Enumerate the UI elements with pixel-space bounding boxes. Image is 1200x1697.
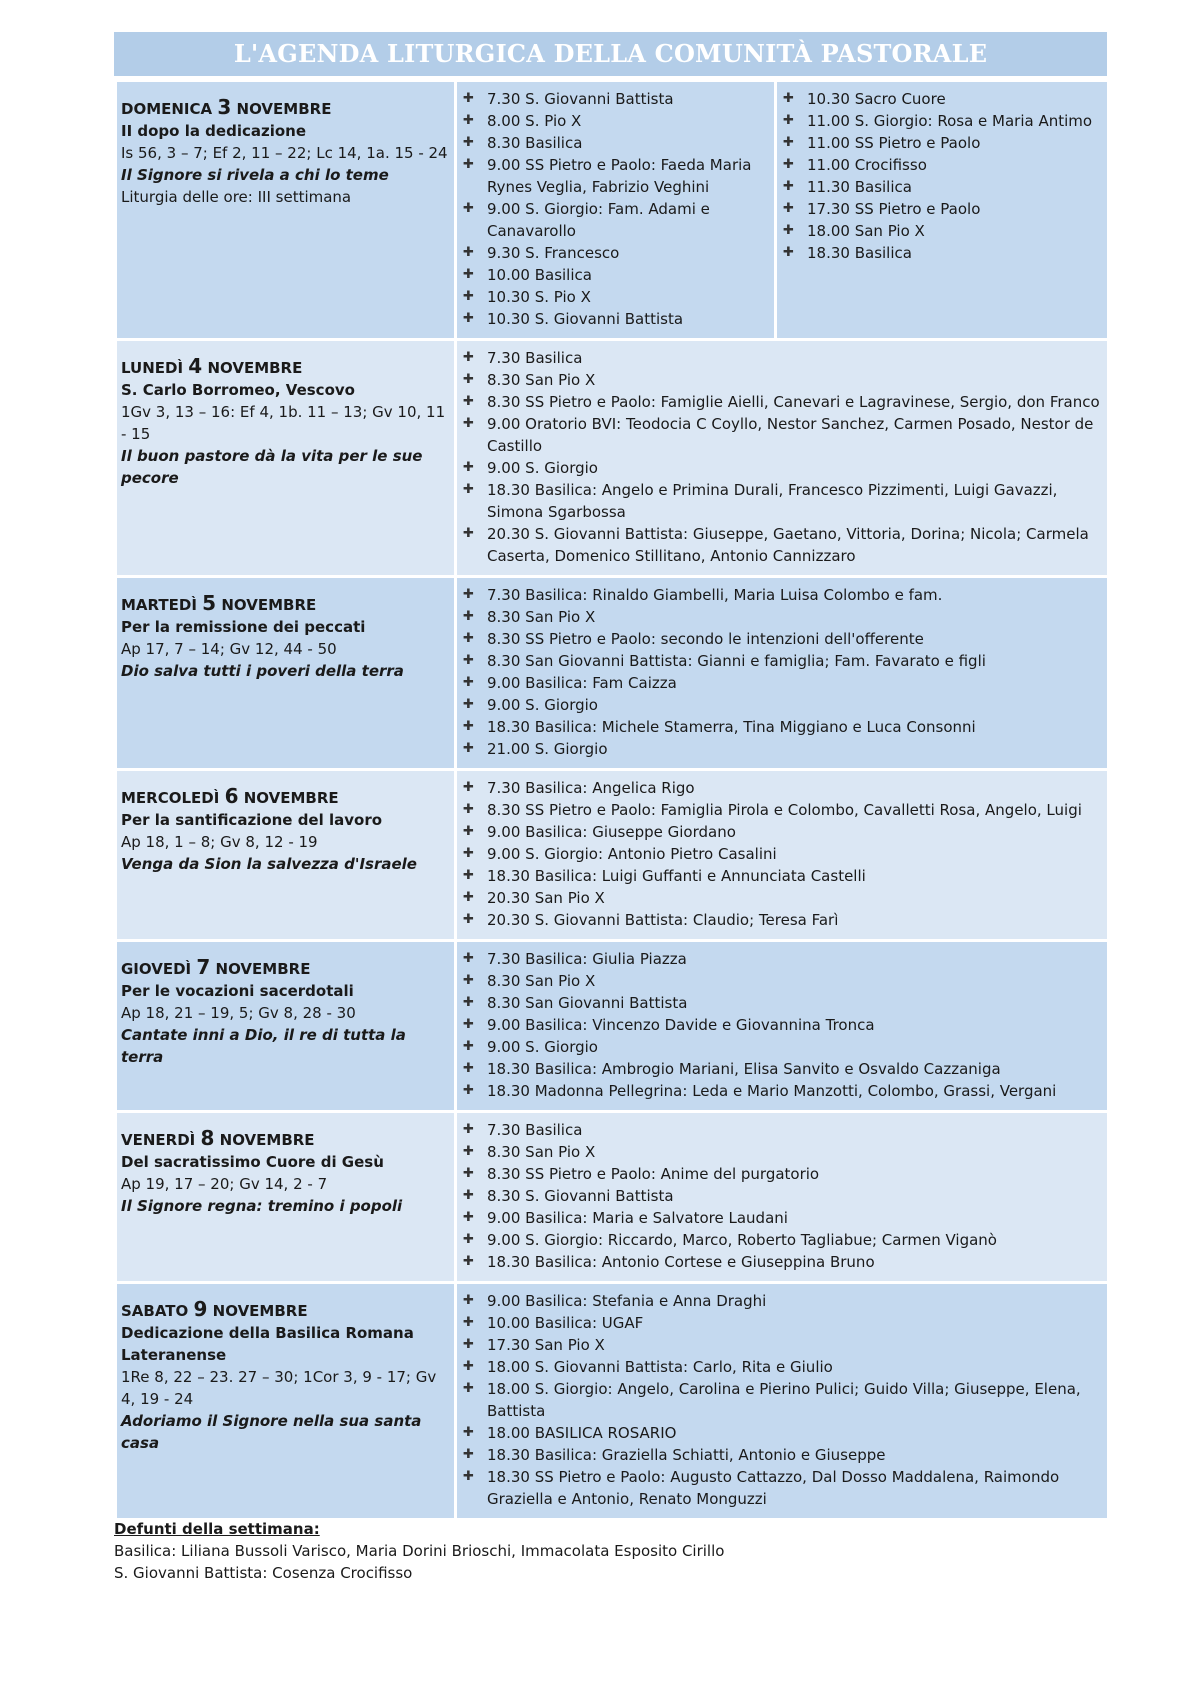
liturgy-note: Liturgia delle ore: III settimana [121,188,352,206]
day-info-cell [116,770,456,941]
cross-bullet-icon: ✚ [463,1293,474,1308]
mass-text: 9.00 S. Giorgio [487,1038,598,1056]
cross-bullet-icon: ✚ [463,587,474,602]
readings: Is 56, 3 – 7; Ef 2, 11 – 22; Lc 14, 1a. 15 - 24 [121,144,448,162]
month: NOVEMBRE [236,100,332,118]
mass-text: 10.00 Basilica [487,266,592,284]
day-heading [121,592,450,616]
day-heading [121,785,450,809]
mass-item [461,843,1103,865]
mass-text: 10.30 S. Pio X [487,288,591,306]
mass-text: 9.00 S. Giorgio [487,696,598,714]
mass-text: 17.30 San Pio X [487,1336,605,1354]
mass-text: 8.30 San Pio X [487,371,596,389]
mass-item [461,1036,1103,1058]
weekday: GIOVEDÌ [121,960,192,978]
cross-bullet-icon: ✚ [463,394,474,409]
mass-item [461,777,1103,799]
cross-bullet-icon: ✚ [783,245,794,260]
cross-bullet-icon: ✚ [463,1188,474,1203]
mass-item [461,1466,1103,1510]
weekday: MERCOLEDÌ [121,789,220,807]
feast-title: Del sacratissimo Cuore di Gesù [121,1153,384,1171]
mass-list [461,948,1103,1102]
cross-bullet-icon: ✚ [463,1315,474,1330]
mass-item [461,479,1103,523]
mass-item [461,523,1103,567]
cross-bullet-icon: ✚ [463,1061,474,1076]
deceased-section [114,1518,724,1584]
mass-item [781,110,1103,132]
cross-bullet-icon: ✚ [463,1254,474,1269]
month: NOVEMBRE [212,1302,308,1320]
cross-bullet-icon: ✚ [463,609,474,624]
cross-bullet-icon: ✚ [463,245,474,260]
mass-item [461,948,1103,970]
mass-item [461,308,770,330]
readings: Ap 17, 7 – 14; Gv 12, 44 - 50 [121,640,337,658]
day-info-cell [116,1283,456,1520]
feast-title: Per la santificazione del lavoro [121,811,383,829]
mass-item [461,1185,1103,1207]
deceased-heading: Defunti della settimana: [114,1520,320,1538]
mass-text: 9.00 Basilica: Fam Caizza [487,674,677,692]
weekday: SABATO [121,1302,189,1320]
mass-text: 9.00 Basilica: Vincenzo Davide e Giovannina Tronca [487,1016,875,1034]
mass-text: 18.00 BASILICA ROSARIO [487,1424,677,1442]
cross-bullet-icon: ✚ [463,868,474,883]
mass-item [461,242,770,264]
cross-bullet-icon: ✚ [463,91,474,106]
mass-item [461,88,770,110]
readings: Ap 19, 17 – 20; Gv 14, 2 - 7 [121,1175,328,1193]
cross-bullet-icon: ✚ [463,1144,474,1159]
mass-text: 7.30 Basilica [487,1121,583,1139]
mass-item [461,992,1103,1014]
day-info-cell [116,81,456,340]
cross-bullet-icon: ✚ [463,846,474,861]
day-row [116,1112,1109,1283]
mass-item [461,1207,1103,1229]
mass-text: 9.00 SS Pietro e Paolo: Faeda Maria Rynes Veglia, Fabrizio Veghini [487,156,752,196]
antiphon: Il buon pastore dà la vita per le sue pecore [121,447,423,487]
day-row [116,1283,1109,1520]
cross-bullet-icon: ✚ [463,201,474,216]
mass-text: 8.30 San Giovanni Battista [487,994,688,1012]
mass-text: 18.30 Basilica: Michele Stamerra, Tina Miggiano e Luca Consonni [487,718,976,736]
mass-list [461,777,1103,931]
cross-bullet-icon: ✚ [463,1166,474,1181]
mass-text: 9.00 Basilica: Stefania e Anna Draghi [487,1292,767,1310]
day-row [116,577,1109,770]
mass-item [781,220,1103,242]
readings: Ap 18, 21 – 19, 5; Gv 8, 28 - 30 [121,1004,356,1022]
mass-text: 7.30 Basilica: Giulia Piazza [487,950,687,968]
mass-text: 8.30 SS Pietro e Paolo: Famiglie Aielli, Canevari e Lagravinese, Sergio, don Franco [487,393,1100,411]
agenda-table [114,79,1110,1521]
antiphon: Cantate inni a Dio, il re di tutta la terra [121,1026,406,1066]
mass-list [461,347,1103,567]
mass-item [781,88,1103,110]
mass-item [461,865,1103,887]
mass-item [461,1229,1103,1251]
cross-bullet-icon: ✚ [463,1359,474,1374]
mass-text: 7.30 Basilica: Rinaldo Giambelli, Maria Luisa Colombo e fam. [487,586,943,604]
cross-bullet-icon: ✚ [463,416,474,431]
mass-item [461,650,1103,672]
cross-bullet-icon: ✚ [783,135,794,150]
mass-item [461,1356,1103,1378]
cross-bullet-icon: ✚ [463,973,474,988]
readings: 1Gv 3, 13 – 16: Ef 4, 1b. 11 – 13; Gv 10, 11 - 15 [121,403,446,443]
day-info-cell [116,340,456,577]
cross-bullet-icon: ✚ [463,912,474,927]
cross-bullet-icon: ✚ [783,113,794,128]
cross-bullet-icon: ✚ [463,267,474,282]
mass-item [461,738,1103,760]
antiphon: Venga da Sion la salvezza d'Israele [121,855,417,873]
mass-text: 11.00 Crocifisso [807,156,927,174]
mass-text: 18.30 Basilica: Luigi Guffanti e Annunciata Castelli [487,867,866,885]
mass-text: 11.00 S. Giorgio: Rosa e Maria Antimo [807,112,1093,130]
month: NOVEMBRE [243,789,339,807]
mass-item [781,242,1103,264]
month: NOVEMBRE [219,1131,315,1149]
cross-bullet-icon: ✚ [463,1122,474,1137]
antiphon: Adoriamo il Signore nella sua santa casa [121,1412,422,1452]
cross-bullet-icon: ✚ [463,113,474,128]
mass-item [461,1290,1103,1312]
mass-list [461,584,1103,760]
mass-item [461,887,1103,909]
mass-text: 7.30 S. Giovanni Battista [487,90,674,108]
day-number: 9 [193,1297,208,1321]
mass-text: 11.30 Basilica [807,178,912,196]
mass-item [461,821,1103,843]
mass-cell [456,81,776,340]
mass-text: 9.00 S. Giorgio: Antonio Pietro Casalini [487,845,777,863]
mass-item [461,799,1103,821]
mass-text: 10.00 Basilica: UGAF [487,1314,644,1332]
mass-text: 11.00 SS Pietro e Paolo [807,134,981,152]
cross-bullet-icon: ✚ [463,1381,474,1396]
mass-item [781,154,1103,176]
mass-item [461,1014,1103,1036]
cross-bullet-icon: ✚ [463,951,474,966]
mass-item [461,1312,1103,1334]
mass-text: 8.00 S. Pio X [487,112,582,130]
cross-bullet-icon: ✚ [463,675,474,690]
agenda-page [114,32,1107,1521]
cross-bullet-icon: ✚ [783,179,794,194]
mass-item [461,198,770,242]
mass-item [781,198,1103,220]
day-row [116,340,1109,577]
mass-text: 18.30 Madonna Pellegrina: Leda e Mario Manzotti, Colombo, Grassi, Vergani [487,1082,1057,1100]
cross-bullet-icon: ✚ [783,157,794,172]
cross-bullet-icon: ✚ [463,372,474,387]
mass-item [461,1422,1103,1444]
weekday: MARTEDÌ [121,596,197,614]
mass-text: 9.00 S. Giorgio: Riccardo, Marco, Roberto Tagliabue; Carmen Viganò [487,1231,997,1249]
cross-bullet-icon: ✚ [463,460,474,475]
cross-bullet-icon: ✚ [783,223,794,238]
mass-list [461,1119,1103,1273]
cross-bullet-icon: ✚ [463,697,474,712]
mass-item [461,110,770,132]
cross-bullet-icon: ✚ [463,1210,474,1225]
mass-item [461,1163,1103,1185]
mass-text: 8.30 San Pio X [487,1143,596,1161]
day-number: 5 [202,591,217,615]
cross-bullet-icon: ✚ [783,201,794,216]
month: NOVEMBRE [221,596,317,614]
day-row [116,81,1109,340]
cross-bullet-icon: ✚ [463,1017,474,1032]
cross-bullet-icon: ✚ [463,890,474,905]
mass-text: 18.30 Basilica: Angelo e Primina Durali, Francesco Pizzimenti, Luigi Gavazzi, Simona Sgarbossa [487,481,1058,521]
mass-item [461,264,770,286]
cross-bullet-icon: ✚ [463,995,474,1010]
mass-item [461,347,1103,369]
cross-bullet-icon: ✚ [463,824,474,839]
day-info-cell [116,941,456,1112]
mass-item [461,1080,1103,1102]
month: NOVEMBRE [207,359,303,377]
mass-text: 18.30 SS Pietro e Paolo: Augusto Cattazzo, Dal Dosso Maddalena, Raimondo Graziella e Antonio, Renato Monguzzi [487,1468,1060,1508]
mass-text: 17.30 SS Pietro e Paolo [807,200,981,218]
mass-text: 7.30 Basilica: Angelica Rigo [487,779,695,797]
mass-item [461,628,1103,650]
mass-cell [456,577,1109,770]
cross-bullet-icon: ✚ [463,1039,474,1054]
mass-item [461,1119,1103,1141]
mass-item [461,457,1103,479]
mass-item [781,176,1103,198]
feast-title: II dopo la dedicazione [121,122,307,140]
cross-bullet-icon: ✚ [463,289,474,304]
mass-item [461,391,1103,413]
day-heading [121,96,450,120]
weekday: DOMENICA [121,100,213,118]
mass-cell [776,81,1109,340]
cross-bullet-icon: ✚ [463,1425,474,1440]
mass-text: 18.30 Basilica: Antonio Cortese e Giuseppina Bruno [487,1253,875,1271]
deceased-line: Basilica: Liliana Bussoli Varisco, Maria Dorini Brioschi, Immacolata Esposito Cirillo [114,1542,725,1560]
mass-item [461,1334,1103,1356]
cross-bullet-icon: ✚ [463,350,474,365]
mass-text: 18.00 S. Giovanni Battista: Carlo, Rita e Giulio [487,1358,833,1376]
mass-cell [456,1283,1109,1520]
mass-item [781,132,1103,154]
day-number: 4 [188,354,203,378]
mass-text: 9.30 S. Francesco [487,244,620,262]
mass-text: 18.00 S. Giorgio: Angelo, Carolina e Pierino Pulici; Guido Villa; Giuseppe, Elena, Battista [487,1380,1081,1420]
day-info-cell [116,577,456,770]
mass-item [461,970,1103,992]
cross-bullet-icon: ✚ [463,1337,474,1352]
mass-item [461,606,1103,628]
mass-item [461,1251,1103,1273]
day-heading [121,1127,450,1151]
mass-item [461,1444,1103,1466]
mass-text: 9.00 S. Giorgio [487,459,598,477]
mass-item [461,672,1103,694]
deceased-line: S. Giovanni Battista: Cosenza Crocifisso [114,1564,413,1582]
readings: 1Re 8, 22 – 23. 27 – 30; 1Cor 3, 9 - 17; Gv 4, 19 - 24 [121,1368,437,1408]
cross-bullet-icon: ✚ [463,1469,474,1484]
day-row [116,770,1109,941]
feast-title: Per le vocazioni sacerdotali [121,982,354,1000]
mass-text: 10.30 Sacro Cuore [807,90,946,108]
mass-text: 8.30 SS Pietro e Paolo: Famiglia Pirola e Colombo, Cavalletti Rosa, Angelo, Luigi [487,801,1082,819]
day-heading [121,355,450,379]
cross-bullet-icon: ✚ [463,1447,474,1462]
agenda-title: L'AGENDA LITURGICA DELLA COMUNITÀ PASTORALE [114,32,1107,79]
feast-title: Per la remissione dei peccati [121,618,366,636]
weekday: VENERDÌ [121,1131,196,1149]
mass-list [781,88,1103,264]
antiphon: Il Signore regna: tremino i popoli [121,1197,403,1215]
day-info-cell [116,1112,456,1283]
mass-text: 20.30 San Pio X [487,889,605,907]
mass-text: 9.00 Oratorio BVI: Teodocia C Coyllo, Nestor Sanchez, Carmen Posado, Nestor de Castillo [487,415,1094,455]
day-number: 8 [200,1126,215,1150]
mass-list [461,1290,1103,1510]
cross-bullet-icon: ✚ [783,91,794,106]
mass-text: 9.00 Basilica: Maria e Salvatore Laudani [487,1209,788,1227]
cross-bullet-icon: ✚ [463,526,474,541]
mass-text: 18.00 San Pio X [807,222,925,240]
cross-bullet-icon: ✚ [463,1083,474,1098]
mass-item [461,909,1103,931]
day-number: 6 [224,784,239,808]
antiphon: Il Signore si rivela a chi lo teme [121,166,389,184]
feast-title: S. Carlo Borromeo, Vescovo [121,381,355,399]
feast-title: Dedicazione della Basilica Romana Lateranense [121,1324,414,1364]
mass-list [461,88,770,330]
mass-text: 8.30 Basilica [487,134,583,152]
cross-bullet-icon: ✚ [463,653,474,668]
day-number: 3 [217,95,232,119]
mass-text: 9.00 Basilica: Giuseppe Giordano [487,823,736,841]
antiphon: Dio salva tutti i poveri della terra [121,662,404,680]
mass-text: 21.00 S. Giorgio [487,740,608,758]
mass-cell [456,340,1109,577]
mass-text: 8.30 SS Pietro e Paolo: Anime del purgatorio [487,1165,820,1183]
mass-text: 18.30 Basilica: Graziella Schiatti, Antonio e Giuseppe [487,1446,886,1464]
mass-item [461,1058,1103,1080]
weekday: LUNEDÌ [121,359,184,377]
cross-bullet-icon: ✚ [463,135,474,150]
mass-item [461,716,1103,738]
day-heading [121,1298,450,1322]
cross-bullet-icon: ✚ [463,780,474,795]
cross-bullet-icon: ✚ [463,741,474,756]
mass-item [461,413,1103,457]
mass-text: 8.30 S. Giovanni Battista [487,1187,674,1205]
cross-bullet-icon: ✚ [463,631,474,646]
cross-bullet-icon: ✚ [463,802,474,817]
mass-item [461,132,770,154]
day-heading [121,956,450,980]
mass-text: 9.00 S. Giorgio: Fam. Adami e Canavarollo [487,200,710,240]
mass-item [461,584,1103,606]
mass-cell [456,1112,1109,1283]
mass-item [461,154,770,198]
mass-text: 20.30 S. Giovanni Battista: Giuseppe, Gaetano, Vittoria, Dorina; Nicola; Carmela Caserta, Domenico Stillitano, Antonio Cannizzaro [487,525,1089,565]
day-number: 7 [196,955,211,979]
mass-text: 8.30 San Giovanni Battista: Gianni e famiglia; Fam. Favarato e figli [487,652,986,670]
mass-text: 18.30 Basilica [807,244,912,262]
mass-text: 8.30 SS Pietro e Paolo: secondo le intenzioni dell'offerente [487,630,924,648]
mass-text: 7.30 Basilica [487,349,583,367]
mass-item [461,369,1103,391]
mass-item [461,694,1103,716]
mass-text: 10.30 S. Giovanni Battista [487,310,684,328]
readings: Ap 18, 1 – 8; Gv 8, 12 - 19 [121,833,318,851]
day-row [116,941,1109,1112]
mass-text: 8.30 San Pio X [487,608,596,626]
mass-cell [456,941,1109,1112]
mass-item [461,1141,1103,1163]
mass-item [461,1378,1103,1422]
mass-item [461,286,770,308]
cross-bullet-icon: ✚ [463,482,474,497]
month: NOVEMBRE [215,960,311,978]
mass-text: 8.30 San Pio X [487,972,596,990]
mass-text: 20.30 S. Giovanni Battista: Claudio; Teresa Farì [487,911,839,929]
cross-bullet-icon: ✚ [463,311,474,326]
mass-cell [456,770,1109,941]
cross-bullet-icon: ✚ [463,1232,474,1247]
cross-bullet-icon: ✚ [463,719,474,734]
mass-text: 18.30 Basilica: Ambrogio Mariani, Elisa Sanvito e Osvaldo Cazzaniga [487,1060,1001,1078]
cross-bullet-icon: ✚ [463,157,474,172]
